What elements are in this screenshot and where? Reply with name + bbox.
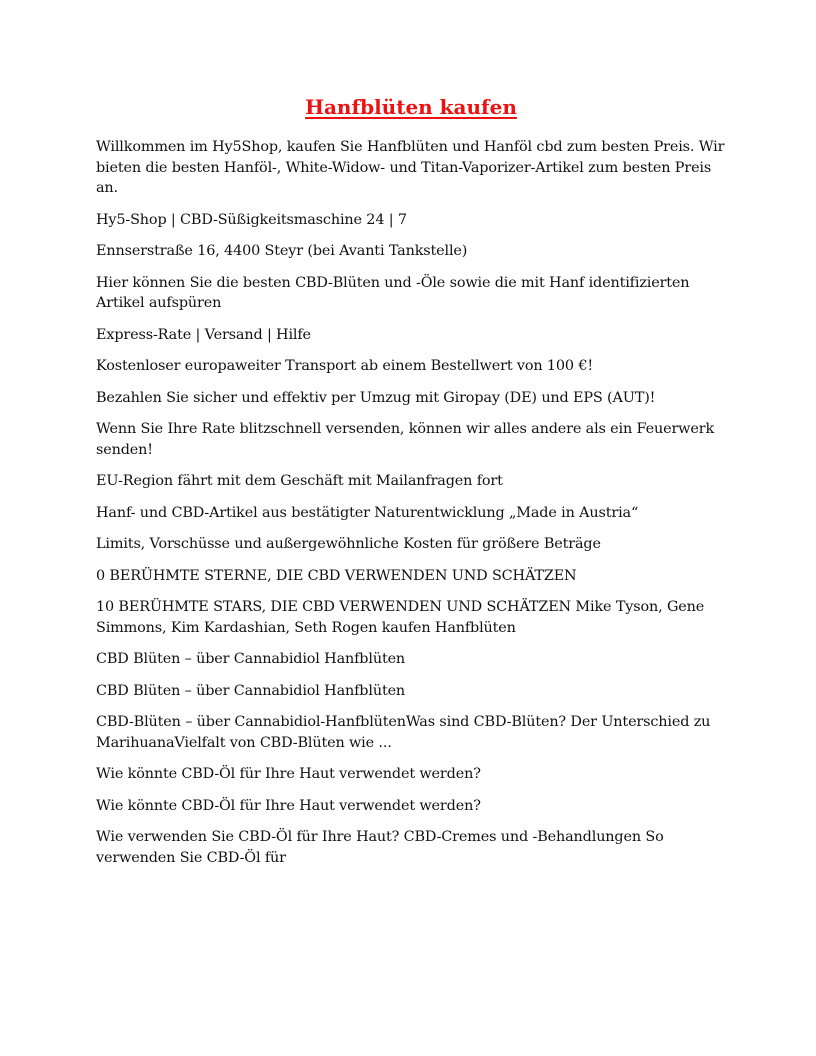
paragraph-address: Ennserstraße 16, 4400 Steyr (bei Avanti Tankstelle) bbox=[96, 243, 468, 259]
paragraph-free-shipping: Kostenloser europaweiter Transport ab einem Bestellwert von 100 €! bbox=[96, 358, 593, 374]
paragraph-intro: Willkommen im Hy5Shop, kaufen Sie Hanfblüten und Hanföl cbd zum besten Preis. Wir bieten die besten Hanföl-, White-Widow- und Titan-Vaporizer-Artikel zum besten Preis an. bbox=[96, 139, 725, 196]
paragraph-cbd-oil-usage: Wie verwenden Sie CBD-Öl für Ihre Haut? CBD-Cremes und -Behandlungen So verwenden Sie CBD-Öl für bbox=[96, 829, 664, 866]
paragraph-eu-region: EU-Region fährt mit dem Geschäft mit Mailanfragen fort bbox=[96, 473, 503, 489]
paragraph-shop-name: Hy5-Shop | CBD-Süßigkeitsmaschine 24 | 7 bbox=[96, 211, 407, 228]
paragraph-cbd-oil-skin-2: Wie könnte CBD-Öl für Ihre Haut verwendet werden? bbox=[96, 797, 481, 814]
paragraph-cbd-blueten-details: CBD-Blüten – über Cannabidiol-HanfblütenWas sind CBD-Blüten? Der Unterschied zu MarihuanaVielfalt von CBD-Blüten wie ... bbox=[96, 714, 711, 751]
paragraph-cbd-oil-skin-1: Wie könnte CBD-Öl für Ihre Haut verwendet werden? bbox=[96, 766, 481, 782]
paragraph-cbd-blueten-2: CBD Blüten – über Cannabidiol Hanfblüten bbox=[96, 682, 406, 699]
paragraph-service-links: Express-Rate | Versand | Hilfe bbox=[96, 326, 311, 343]
paragraph-payment: Bezahlen Sie sicher und effektiv per Umzug mit Giropay (DE) und EPS (AUT)! bbox=[96, 389, 656, 406]
paragraph-cbd-blueten-1: CBD Blüten – über Cannabidiol Hanfblüten bbox=[96, 651, 406, 667]
paragraph-made-in-austria: Hanf- und CBD-Artikel aus bestätigter Naturentwicklung „Made in Austria“ bbox=[96, 504, 639, 521]
paragraph-famous-stars-heading: 0 BERÜHMTE STERNE, DIE CBD VERWENDEN UND SCHÄTZEN bbox=[96, 567, 577, 584]
paragraph-famous-stars: 10 BERÜHMTE STARS, DIE CBD VERWENDEN UND SCHÄTZEN Mike Tyson, Gene Simmons, Kim Kardashian, Seth Rogen kaufen Hanfblüten bbox=[96, 599, 705, 636]
document-page bbox=[96, 92, 726, 879]
paragraph-fast-delivery: Wenn Sie Ihre Rate blitzschnell versenden, können wir alles andere als ein Feuerwerk senden! bbox=[96, 421, 715, 458]
paragraph-products: Hier können Sie die besten CBD-Blüten und -Öle sowie die mit Hanf identifizierten Artikel aufspüren bbox=[96, 274, 690, 311]
page-title: Hanfblüten kaufen bbox=[305, 95, 517, 119]
paragraph-limits: Limits, Vorschüsse und außergewöhnliche Kosten für größere Beträge bbox=[96, 536, 601, 552]
